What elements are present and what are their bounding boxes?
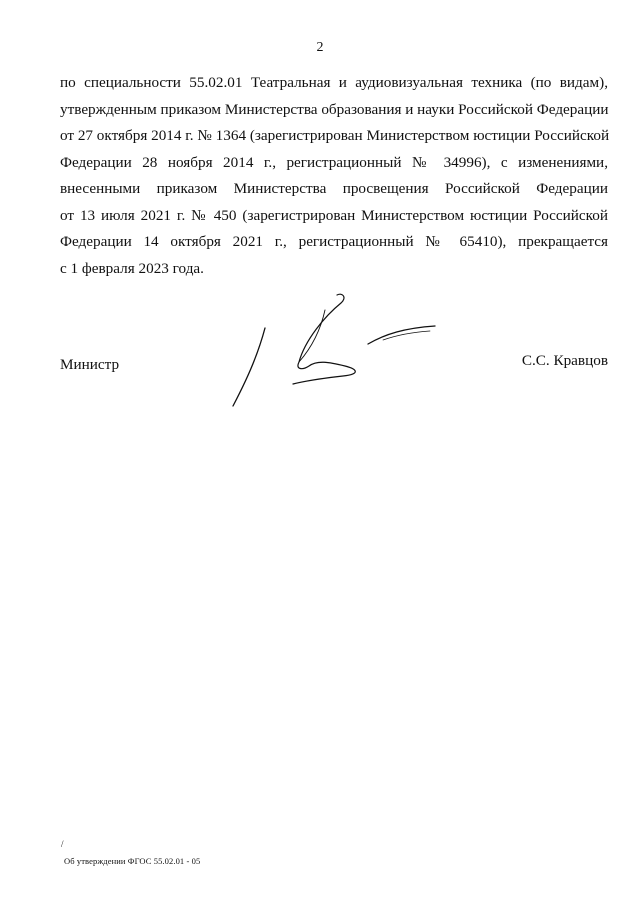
body-line: Федерации 14 октября 2021 г., регистрационный № 65410), прекращается	[60, 233, 608, 250]
body-line: внесенными приказом Министерства просвещения Российской Федерации	[60, 180, 608, 197]
body-line: по специальности 55.02.01 Театральная и аудиовизуальная техника (по видам),	[60, 74, 608, 91]
signature-stroke	[383, 331, 430, 340]
signatory-name: С.С. Кравцов	[521, 352, 608, 369]
body-line: от 13 июля 2021 г. № 450 (зарегистрирован Министерством юстиции Российской	[60, 206, 608, 224]
body-line: от 27 октября 2014 г. № 1364 (зарегистрирован Министерством юстиции Российской	[60, 127, 610, 144]
signatory-title: Министр	[60, 356, 120, 373]
footer-doc-ref: Об утверждении ФГОС 55.02.01 - 05	[64, 856, 201, 866]
body-line: с 1 февраля 2023 года.	[60, 259, 204, 277]
page-number: 2	[316, 40, 324, 55]
body-line: утвержденным приказом Министерства образования и науки Российской Федерации	[60, 100, 609, 118]
handwritten-signature	[225, 288, 450, 413]
signature-stroke	[233, 328, 265, 406]
footer-mark: /	[61, 839, 64, 849]
signature-stroke	[293, 294, 355, 384]
document-body	[60, 70, 608, 282]
body-line: Федерации 28 ноября 2014 г., регистрационный № 34996), с изменениями,	[60, 153, 608, 171]
